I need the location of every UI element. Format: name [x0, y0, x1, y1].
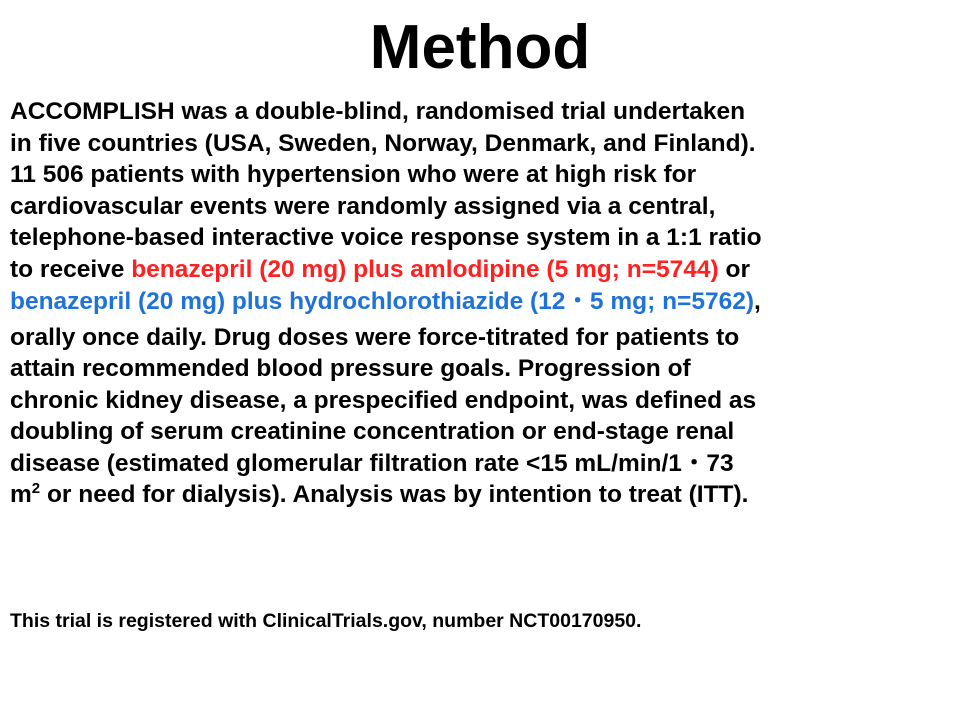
trial-registration-note: This trial is registered with ClinicalTrials.gov, number NCT00170950. [10, 610, 642, 632]
paragraph-line: 11 506 patients with hypertension who were at high risk for [10, 161, 697, 188]
line-text: to receive [10, 255, 132, 283]
paragraph-line: doubling of serum creatinine concentration or end-stage renal [10, 418, 735, 445]
paragraph-line: chronic kidney disease, a prespecified endpoint, was defined as [10, 386, 757, 414]
line-text: , [754, 288, 761, 315]
paragraph-line [10, 479, 960, 511]
line-text: m [10, 481, 32, 508]
paragraph-line [10, 286, 960, 318]
paragraph-line [10, 254, 960, 286]
paragraph-line: cardiovascular events were randomly assigned via a central, [10, 192, 716, 220]
paragraph-line: attain recommended blood pressure goals. Progression of [10, 355, 691, 382]
paragraph-line: disease (estimated glomerular filtration rate <15 mL/min/1・73 [10, 449, 734, 477]
line-text: or need for dialysis). Analysis was by intention to treat (ITT). [40, 481, 749, 508]
paragraph-line: telephone-based interactive voice response system in a 1:1 ratio [10, 224, 762, 251]
hydrochlorothiazide-arm-highlight: benazepril (20 mg) plus hydrochlorothiazide (12・5 mg; n=5762) [10, 288, 755, 315]
superscript: 2 [31, 480, 41, 497]
paragraph-line: orally once daily. Drug doses were force-titrated for patients to [10, 323, 740, 351]
line-text: or [718, 255, 750, 283]
method-paragraph [10, 96, 960, 511]
amlodipine-arm-highlight: benazepril (20 mg) plus amlodipine (5 mg; n=5744) [131, 255, 719, 283]
paragraph-line: in five countries (USA, Sweden, Norway, Denmark, and Finland). [10, 129, 756, 157]
paragraph-line: ACCOMPLISH was a double-blind, randomised trial undertaken [10, 98, 746, 125]
slide-title: Method [369, 13, 591, 82]
